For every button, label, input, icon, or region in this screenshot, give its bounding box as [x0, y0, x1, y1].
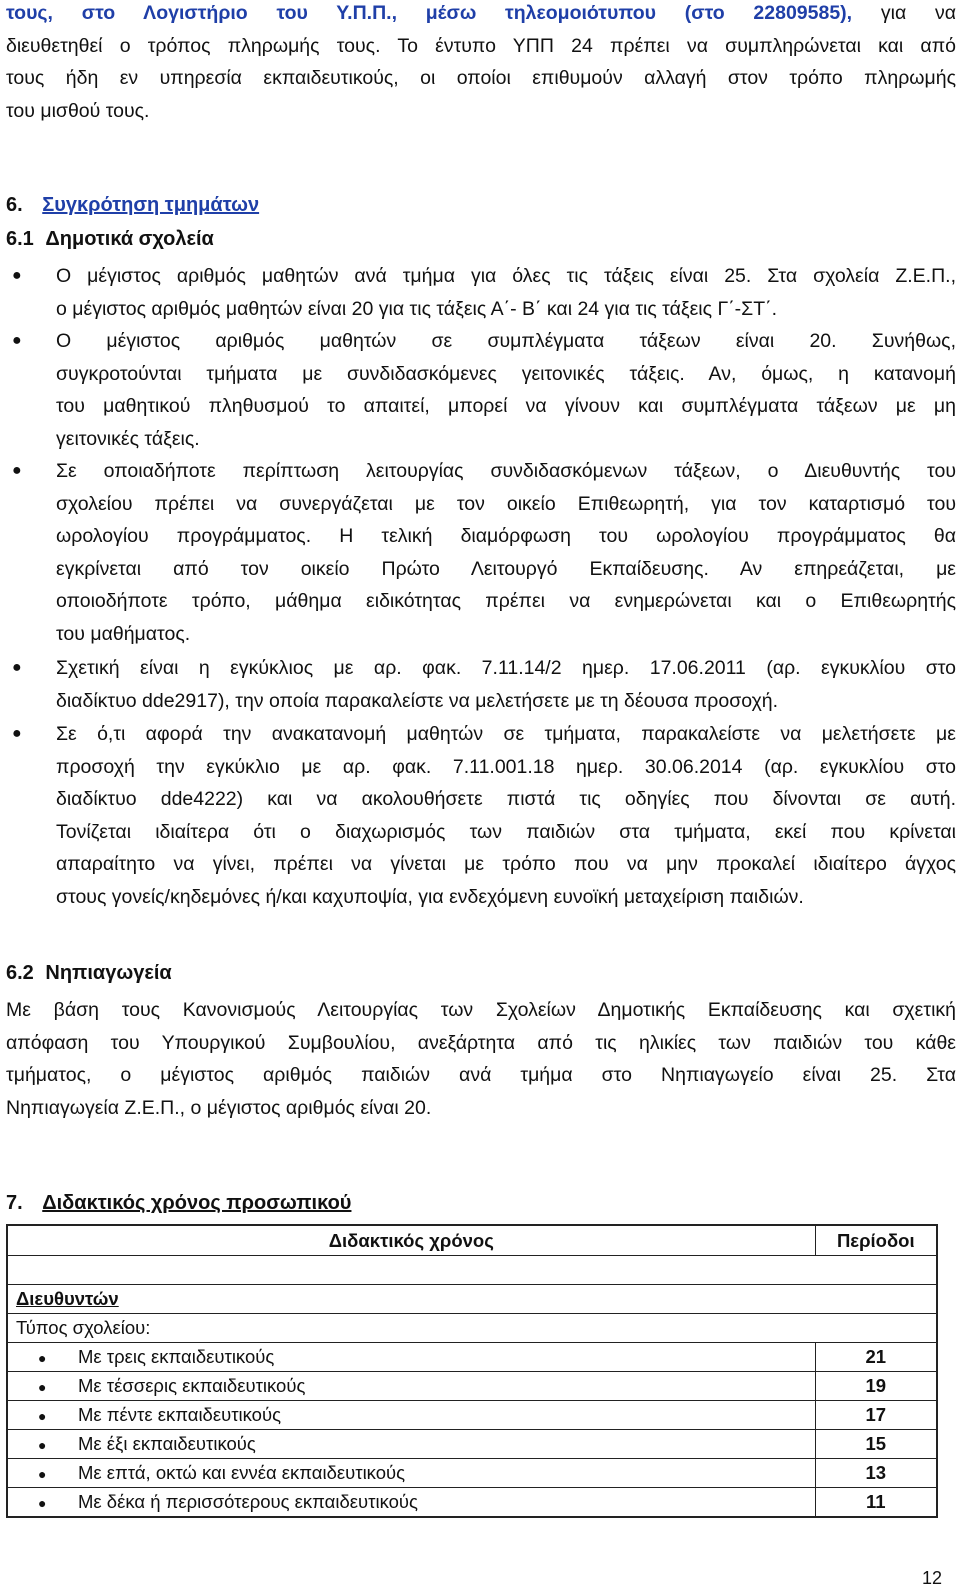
section-6-1-title: Δημοτικά σχολεία — [45, 228, 214, 250]
intro-line-3: τους ήδη εν υπηρεσία εκπαιδευτικούς, οι οποίοι επιθυμούν αλλαγή στον τρόπο πληρωμής — [6, 67, 956, 89]
table-row — [7, 1401, 937, 1430]
bullet-4-line-1: Σχετική είναι η εγκύκλιος με αρ. φακ. 7.11.14/2 ημερ. 17.06.2011 (αρ. εγκυκλίου στο — [56, 657, 956, 679]
section-6-2-line-3: τμήματος, ο μέγιστος αριθμός παιδιών ανά τμήμα στο Νηπιαγωγείο είναι 25. Στα — [6, 1064, 956, 1086]
intro-line-1-emphasis: τους, στο Λογιστήριο του Υ.Π.Π., μέσω τηλεομοιότυπου (στο 22809585), — [6, 2, 853, 24]
bullet-icon: ● — [12, 332, 22, 349]
table-row — [7, 1459, 937, 1488]
bullet-icon: ● — [12, 462, 22, 479]
section-6-1-heading — [6, 228, 214, 251]
bullet-5-line-1: Σε ό,τι αφορά την ανακατανομή μαθητών σε τμήματα, παρακαλείστε να μελετήσετε με — [56, 723, 956, 745]
intro-line-1 — [6, 0, 956, 30]
bullet-3-line-5: οποιοδήποτε τρόπο, μάθημα ειδικότητας πρέπει να ενημερώνεται και ο Επιθεωρητής — [56, 590, 956, 612]
bullet-3-line-2: σχολείου πρέπει να συνεργάζεται με τον οικείο Επιθεωρητή, για τον καταρτισμό του — [56, 492, 956, 515]
table-row-label: Με έξι εκπαιδευτικούς — [78, 1433, 256, 1454]
bullet-icon: ● — [38, 1408, 47, 1424]
bullet-4-line-2: διαδίκτυο dde2917), την οποία παρακαλείστε να μελετήσετε με τη δέουσα προσοχή. — [56, 689, 779, 712]
table-header-row — [7, 1225, 937, 1256]
bullet-icon: ● — [12, 267, 22, 284]
table-row-value: 21 — [815, 1343, 937, 1372]
bullet-icon: ● — [12, 659, 22, 676]
section-6-2-number: 6.2 — [6, 962, 34, 984]
table-row-value: 19 — [815, 1372, 937, 1401]
bullet-icon: ● — [38, 1466, 47, 1482]
table-group-title: Διευθυντών — [7, 1285, 937, 1314]
table-row-label: Με επτά, οκτώ και εννέα εκπαιδευτικούς — [78, 1462, 406, 1483]
table-group-subtitle: Τύπος σχολείου: — [7, 1314, 937, 1343]
bullet-5-line-5: απαραίτητο να γίνει, πρέπει να γίνεται με τρόπο που να μην προκαλεί ιδιαίτερο άγχος — [56, 853, 956, 875]
table-row-value: 11 — [815, 1488, 937, 1518]
table-row-label-cell — [7, 1459, 815, 1488]
section-7-title: Διδακτικός χρόνος προσωπικού — [42, 1192, 352, 1214]
section-7-heading — [6, 1192, 351, 1215]
section-6-1-number: 6.1 — [6, 228, 34, 250]
table-row-label-cell — [7, 1372, 815, 1401]
table-row-label: Με τέσσερις εκπαιδευτικούς — [78, 1375, 306, 1396]
table-header-periods: Περίοδοι — [815, 1225, 937, 1256]
bullet-icon: ● — [38, 1350, 47, 1366]
table-row-label-cell — [7, 1401, 815, 1430]
table-row-label: Με δέκα ή περισσότερους εκπαιδευτικούς — [78, 1491, 418, 1512]
table-row-label-cell — [7, 1430, 815, 1459]
bullet-icon: ● — [38, 1379, 47, 1395]
bullet-5-line-2: προσοχή την εγκύκλιο με αρ. φακ. 7.11.001.18 ημερ. 30.06.2014 (αρ. εγκυκλίου στο — [56, 755, 956, 778]
table-row — [7, 1488, 937, 1518]
bullet-2-line-3: του μαθητικού πληθυσμού το απαιτεί, μπορεί να γίνουν και συμπλέγματα τάξεων με μη — [56, 395, 956, 417]
table-empty-row — [7, 1256, 937, 1285]
table-row-value: 15 — [815, 1430, 937, 1459]
bullet-3-line-6: του μαθήματος. — [56, 622, 191, 645]
table-row — [7, 1343, 937, 1372]
section-6-number: 6. — [6, 194, 23, 216]
bullet-1-line-1: Ο μέγιστος αριθμός μαθητών ανά τμήμα για όλες τις τάξεις είναι 25. Στα σχολεία Ζ.Ε.Π., — [56, 265, 956, 287]
bullet-5-line-6: στους γονείς/κηδεμόνες ή/και καχυποψία, για ενδεχόμενη ευνοϊκή μεταχείριση παιδιών. — [56, 885, 804, 908]
section-6-heading — [6, 194, 259, 217]
table-row — [7, 1372, 937, 1401]
intro-paragraph — [6, 0, 956, 127]
section-6-2-line-4: Νηπιαγωγεία Ζ.Ε.Π., ο μέγιστος αριθμός είναι 20. — [6, 1096, 432, 1119]
table-row-label: Με πέντε εκπαιδευτικούς — [78, 1404, 281, 1425]
bullet-icon: ● — [12, 725, 22, 742]
table-row — [7, 1430, 937, 1459]
table-group-subtitle-row — [7, 1314, 937, 1343]
table-empty-cell — [7, 1256, 937, 1285]
intro-line-4: του μισθού τους. — [6, 99, 150, 122]
intro-line-2: διευθετηθεί ο τρόπος πληρωμής τους. Το έντυπο ΥΠΠ 24 πρέπει να συμπληρώνεται και από — [6, 34, 956, 57]
bullet-2-line-4: γειτονικές τάξεις. — [56, 427, 200, 450]
table-row-value: 17 — [815, 1401, 937, 1430]
bullet-icon: ● — [38, 1495, 47, 1511]
page-number: 12 — [921, 1568, 942, 1588]
table-header-teaching-time: Διδακτικός χρόνος — [7, 1225, 815, 1256]
teaching-time-table — [6, 1224, 938, 1518]
table-row-label: Με τρεις εκπαιδευτικούς — [78, 1346, 275, 1367]
intro-line-1-tail: για να — [852, 2, 957, 24]
table-row-label-cell — [7, 1343, 815, 1372]
bullet-1-line-2: ο μέγιστος αριθμός μαθητών είναι 20 για τις τάξεις Α΄- Β΄ και 24 για τις τάξεις Γ΄-ΣΤ΄. — [56, 297, 778, 320]
bullet-3-line-3: ωρολογίου προγράμματος. Η τελική διαμόρφωση του ωρολογίου προγράμματος θα — [56, 525, 956, 547]
bullet-2-line-1: Ο μέγιστος αριθμός μαθητών σε συμπλέγματα τάξεων είναι 20. Συνήθως, — [56, 330, 956, 352]
section-6-2-line-1: Με βάση τους Κανονισμούς Λειτουργίας των Σχολείων Δημοτικής Εκπαίδευσης και σχετική — [6, 999, 956, 1021]
table-row-value: 13 — [815, 1459, 937, 1488]
section-6-2-line-2: απόφαση του Υπουργικού Συμβουλίου, ανεξάρτητα από τις ηλικίες των παιδιών του κάθε — [6, 1031, 956, 1054]
section-6-2-paragraph — [6, 994, 956, 1124]
section-6-2-heading — [6, 962, 172, 985]
bullet-5-line-4: Τονίζεται ιδιαίτερα ότι ο διαχωρισμός των παιδιών στα τμήματα, εκεί που κρίνεται — [56, 820, 956, 843]
bullet-3-line-1: Σε οποιαδήποτε περίπτωση λειτουργίας συνδιδασκόμενων τάξεων, ο Διευθυντής του — [56, 460, 956, 482]
section-6-2-title: Νηπιαγωγεία — [45, 962, 172, 984]
bullet-3-line-4: εγκρίνεται από τον οικείο Πρώτο Λειτουργό Εκπαίδευσης. Αν επηρεάζεται, με — [56, 557, 956, 580]
bullet-2-line-2: συγκροτούνται τμήματα με συνδιδασκόμενες γειτονικές τάξεις. Αν, όμως, η κατανομή — [56, 362, 956, 385]
bullet-5-line-3: διαδίκτυο dde4222) και να ακολουθήσετε πιστά τις οδηγίες που δίνονται σε αυτή. — [56, 788, 956, 810]
table-row-label-cell — [7, 1488, 815, 1518]
table-group-title-row — [7, 1285, 937, 1314]
section-6-title: Συγκρότηση τμημάτων — [42, 194, 260, 216]
section-7-number: 7. — [6, 1192, 23, 1214]
bullet-icon: ● — [38, 1437, 47, 1453]
